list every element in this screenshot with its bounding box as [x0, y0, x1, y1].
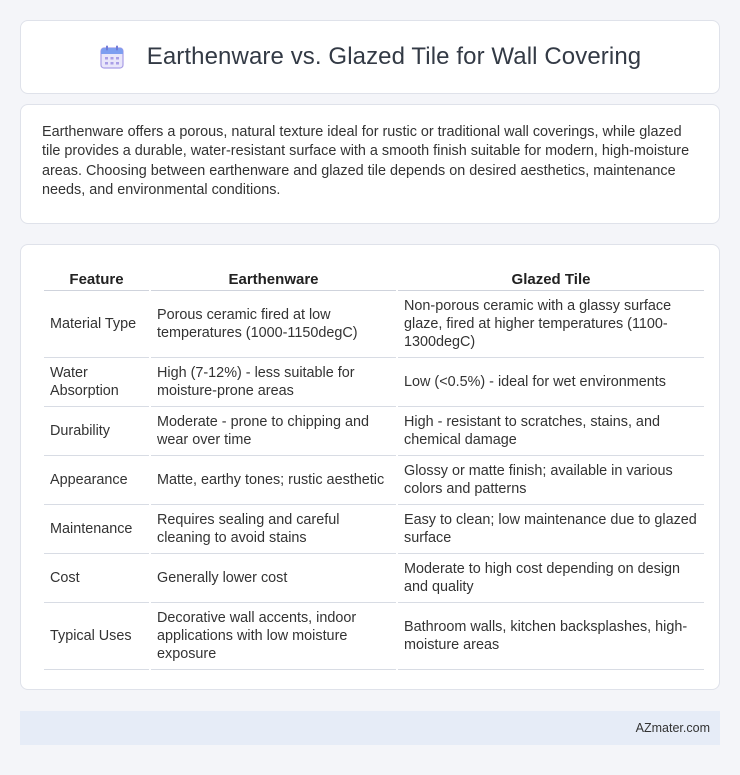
header-earthenware: Earthenware	[151, 263, 396, 291]
comparison-card	[20, 244, 720, 690]
glazed-tile-cell: Moderate to high cost depending on design and quality	[398, 554, 704, 603]
table-row	[44, 603, 704, 670]
table-row	[44, 291, 704, 358]
earthenware-cell: Generally lower cost	[151, 554, 396, 603]
glazed-tile-cell: Low (<0.5%) - ideal for wet environments	[398, 358, 704, 407]
calendar-icon	[99, 44, 125, 70]
footer-bar	[20, 711, 720, 745]
intro-text: Earthenware offers a porous, natural texture ideal for rustic or traditional wall coverings, while glazed tile provides a durable, water-resistant surface with a smooth finish suitable for modern, high-moisture areas. Choosing between earthenware and glazed tile depends on desired aesthetics, maintenance needs, and environmental conditions.	[42, 124, 690, 199]
footer-brand[interactable]: AZmater.com	[635, 721, 710, 735]
feature-cell: Typical Uses	[44, 603, 149, 670]
earthenware-cell: Moderate - prone to chipping and wear over time	[151, 407, 396, 456]
feature-cell: Water Absorption	[44, 358, 149, 407]
table-header-row	[44, 263, 704, 291]
feature-cell: Durability	[44, 407, 149, 456]
header-feature: Feature	[44, 263, 149, 291]
intro-card	[20, 104, 720, 224]
feature-cell: Material Type	[44, 291, 149, 358]
glazed-tile-cell: Easy to clean; low maintenance due to glazed surface	[398, 505, 704, 554]
feature-cell: Cost	[44, 554, 149, 603]
table-row	[44, 456, 704, 505]
earthenware-cell: Requires sealing and careful cleaning to avoid stains	[151, 505, 396, 554]
table-row	[44, 554, 704, 603]
glazed-tile-cell: High - resistant to scratches, stains, and chemical damage	[398, 407, 704, 456]
glazed-tile-cell: Bathroom walls, kitchen backsplashes, high-moisture areas	[398, 603, 704, 670]
earthenware-cell: Matte, earthy tones; rustic aesthetic	[151, 456, 396, 505]
glazed-tile-cell: Non-porous ceramic with a glassy surface glaze, fired at higher temperatures (1100-1300degC)	[398, 291, 704, 358]
feature-cell: Appearance	[44, 456, 149, 505]
earthenware-cell: High (7-12%) - less suitable for moisture-prone areas	[151, 358, 396, 407]
table-row	[44, 358, 704, 407]
earthenware-cell: Decorative wall accents, indoor applications with low moisture exposure	[151, 603, 396, 670]
table-row	[44, 505, 704, 554]
title-card	[20, 20, 720, 94]
table-row	[44, 407, 704, 456]
earthenware-cell: Porous ceramic fired at low temperatures (1000-1150degC)	[151, 291, 396, 358]
header-glazed-tile: Glazed Tile	[398, 263, 704, 291]
feature-cell: Maintenance	[44, 505, 149, 554]
page-title: Earthenware vs. Glazed Tile for Wall Covering	[146, 43, 642, 70]
comparison-table	[42, 263, 706, 670]
glazed-tile-cell: Glossy or matte finish; available in various colors and patterns	[398, 456, 704, 505]
